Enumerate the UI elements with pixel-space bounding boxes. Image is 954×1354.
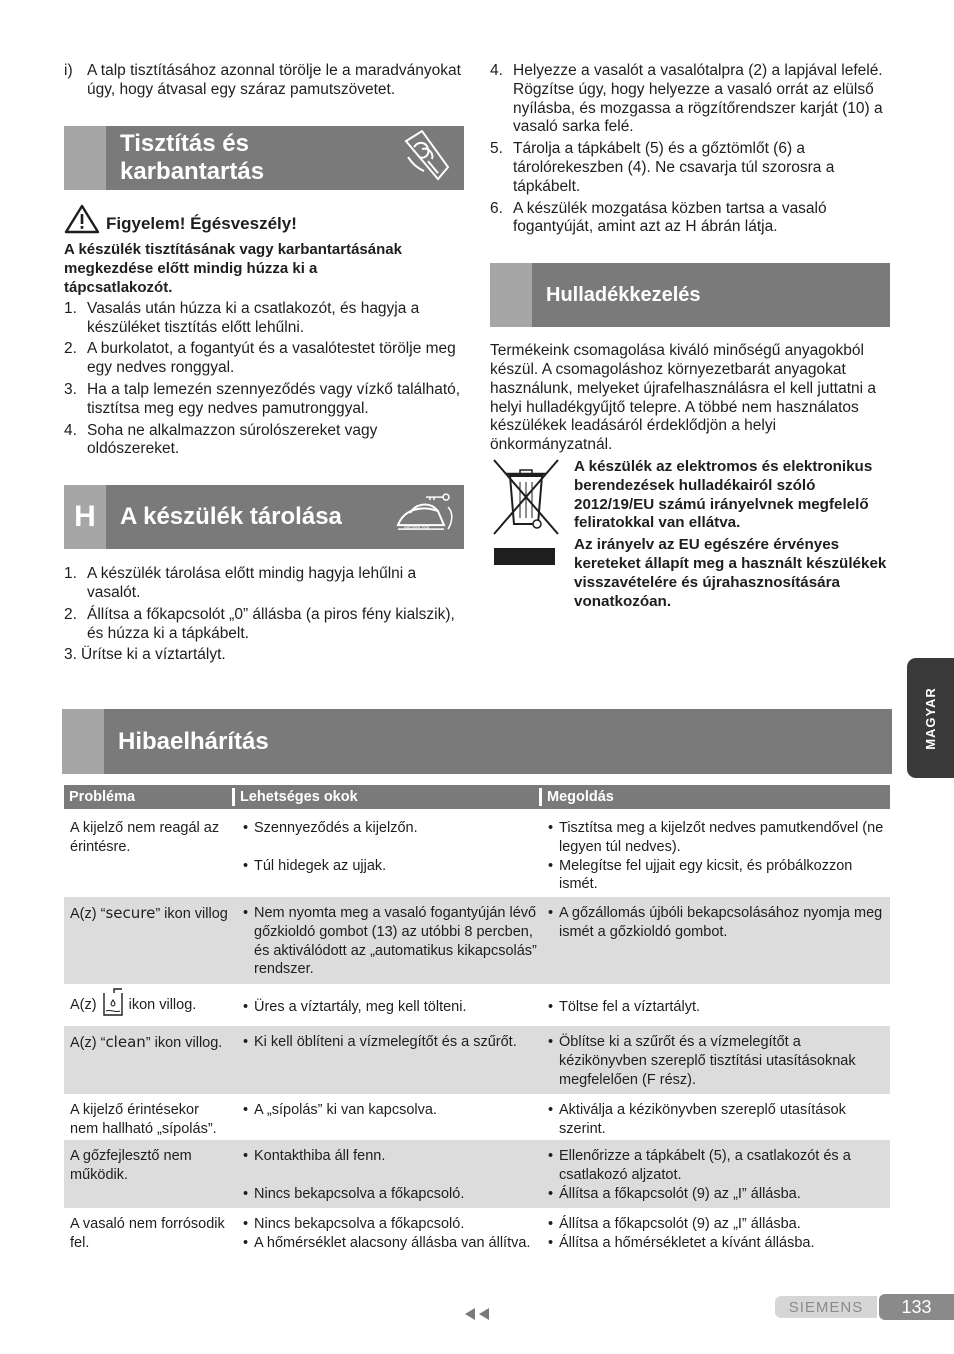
item-text: Tárolja a tápkábelt (5) és a gőztömlőt (6) a tárolórekeszben (4). Ne csavarja túl szorosra a tápkábelt. [513,140,835,195]
causes-cell: • Ki kell öblíteni a vízmelegítőt és a szűrőt. [235,1033,542,1088]
problem-text: A(z) “ [70,906,106,922]
item-number: 3. [64,380,77,398]
problem-cell [64,904,235,978]
solution-text: Melegítse fel ujjait egy kicsit, és próbálkozzon ismét. [559,857,853,893]
item-text: Állítsa a főkapcsolót „0” állásba (a piros fény kialszik), és húzza ki a tápkábelt. [87,605,455,642]
left-column [64,62,464,665]
table-header [64,785,890,809]
table-row [64,897,890,984]
item-text: Ha a talp lemezén szennyeződés vagy vízkő található, tisztítsa meg egy nedves pamutronggyal. [87,380,461,417]
problem-cell: A vasaló nem forrósodik fel. [70,1216,225,1251]
list-item [64,381,464,419]
solution-cell: • Állítsa a főkapcsolót (9) az „I” állásba. • Állítsa a hőmérsékletet a kívánt állásba. [542,1215,890,1252]
cause-text: Szennyeződés a kijelzőn. [254,820,418,836]
banner-tab [62,709,104,774]
weee-notice [490,458,890,611]
list-item [64,606,464,644]
list-item [64,565,464,603]
problem-cell: A kijelző nem reagál az érintésre. [70,820,220,855]
warning-triangle-icon [64,204,100,240]
banner-tab [490,263,532,327]
weee-paragraph: A készülék az elektromos és elektronikus berendezések hulladékairól szóló 2012/19/EU számú irányelvnek megfelelő feliratokkal van ellátva. [574,457,873,532]
item-number: 5. [490,140,503,158]
causes-cell: • Nincs bekapcsolva a főkapcsoló. • A hőmérséklet alacsony állásba van állítva. [235,1215,542,1252]
warning-line: megkezdése előtt mindig húzza ki a [64,260,318,278]
item-number: 2. [64,340,77,358]
problem-text: A(z) [70,996,97,1013]
table-row [64,1140,890,1208]
language-label: MAGYAR [923,686,938,750]
item-text: Vasalás után húzza ki a csatlakozót, és hagyja a készüléket tisztítás előtt lehűlni. [87,299,420,336]
causes-cell: • Szennyeződés a kijelzőn. • Túl hidegek az ujjak. [235,819,542,891]
item-text: A készülék mozgatása közben tartsa a vasaló fogantyúját, amint azt az H ábrán látja. [513,199,827,236]
title-line-1: Tisztítás és [120,129,249,157]
cause-text: Kontakthiba áll fenn. [254,1148,386,1164]
section-title: A készülék tárolása [120,502,342,530]
section-title: Hibaelhárítás [118,727,269,755]
cause-text: Túl hidegek az ujjak. [254,857,387,874]
cause-text: Nincs bekapcsolva a főkapcsoló. [254,1185,465,1202]
banner-tab [64,126,106,190]
cleaning-section-banner [64,126,464,190]
storage-steps-list [64,565,464,665]
problem-text: A(z) “ [70,1035,106,1051]
item-text: Ürítse ki a víztartályt. [81,646,226,664]
problem-cell: A kijelző érintésekor nem hallható „sípolás”. [70,1102,217,1137]
table-row [64,1026,890,1094]
disposal-section-banner [490,263,890,327]
item-text: A készülék tárolása előtt mindig hagyja lehűlni a vasalót. [87,565,417,601]
brand-label: SIEMENS [775,1296,877,1318]
solution-cell: • Ellenőrizze a tápkábelt (5), a csatlakozót és a csatlakozó aljzatot. • Állítsa a főkapcsolót (9) az „I” állásba. [542,1147,890,1202]
item-marker: i) [64,62,73,79]
solution-text: Töltse fel a víztartályt. [559,999,701,1015]
language-side-tab [907,658,954,778]
header-causes: Lehetséges okok [235,788,542,807]
item-text: A talp tisztításához azonnal törölje le a maradványokat úgy, hogy átvasal egy száraz pamutszövetet. [87,62,461,98]
icon-caption: secureLock [404,525,430,532]
cause-text: A „sípolás” ki van kapcsolva. [254,1102,437,1118]
item-text: A burkolatot, a fogantyút és a vasalótestet törölje meg egy nedves ronggyal. [87,340,456,377]
problem-cell [64,1033,235,1088]
item-text: Soha ne alkalmazzon súrolószereket vagy oldószereket. [87,421,378,458]
table-row [64,1208,890,1258]
problem-cell: A gőzfejlesztő nem működik. [70,1148,192,1183]
solution-text: Tisztítsa meg a kijelzőt nedves pamutkendővel (ne legyen túl nedves). [559,820,884,855]
iron-securelock-icon [394,489,456,545]
problem-text: ” ikon villog [155,906,228,922]
right-column [490,62,890,611]
troubleshooting-banner [62,709,892,774]
causes-cell: • A „sípolás” ki van kapcsolva. [235,1101,542,1134]
list-item [490,62,890,137]
solution-text: Öblítse ki a szűrőt és a vízmelegítőt a kézikönyvben szereplő tisztítási utasításoknak megfelelően (F rész). [559,1034,856,1088]
item-number: 6. [490,199,503,217]
weee-text [574,458,890,611]
cleaning-note-item [64,62,464,100]
causes-cell: • Kontakthiba áll fenn. • Nincs bekapcsolva a főkapcsoló. [235,1147,542,1202]
hand-wiping-icon [398,127,456,189]
troubleshooting-table [64,785,890,1258]
list-item [490,200,890,238]
item-number: 2. [64,605,77,623]
warning-line: tápcsatlakozót. [64,278,173,296]
causes-cell: • Üres a víztartály, meg kell tölteni. [235,990,542,1020]
section-letter: H [64,485,106,549]
solution-text: Állítsa a főkapcsolót (9) az „I” állásba. [559,1216,801,1232]
disposal-text: Termékeink csomagolása kiváló minőségű anyagokból készül. A csomagoláshoz környezetbarát anyagokat használunk, melyeket újrafelhasználásra el kell juttatni a helyi hulladékgyűjtő telepre. A többé nem használatos készülékek leadásáról érdeklődjön a helyi önkormányzatnál. [490,342,876,454]
table-row [64,1094,890,1140]
item-number: 1. [64,565,77,583]
item-number: 4. [490,62,503,79]
list-item [490,140,890,196]
solution-text: Állítsa a főkapcsolót (9) az „I” állásba. [559,1185,801,1202]
warning-text [64,241,464,297]
clean-display-word: clean [105,1033,146,1051]
solution-text: A gőzállomás újbóli bekapcsolásához nyomja meg ismét a gőzkioldó gombot. [559,905,883,940]
problem-text: ” ikon villog. [145,1035,223,1051]
warning-line: A készülék tisztításának vagy karbantartásának [64,241,402,259]
section-title: Hulladékkezelés [546,283,701,306]
warning-title: Figyelem! Égésveszély! [106,214,297,234]
secure-display-word: secure [105,904,156,922]
list-item [64,422,464,460]
solution-cell: • Aktiválja a kézikönyvben szereplő utasítások szerint. [542,1101,890,1134]
page-number: 133 [879,1294,954,1320]
storage-section-banner [64,485,464,549]
crossed-bin-icon [490,458,574,611]
table-row [64,809,890,897]
problem-cell [64,990,235,1020]
list-item [64,340,464,378]
header-problem: Probléma [64,788,235,807]
storage-steps-continued [490,62,890,237]
item-text: Helyezze a vasalót a vasalótalpra (2) a lapjával lefelé. Rögzítse úgy, hogy helyezze a vasaló orrát az elülső nyílásba, és mozgassa a rögzítőrendszer karját (10) a vasaló sarka felé. [513,62,883,136]
warning-heading [64,204,464,240]
water-tank-icon [102,987,124,1023]
solution-cell: • A gőzállomás újbóli bekapcsolásához nyomja meg ismét a gőzkioldó gombot. [542,904,890,978]
solution-cell: • Töltse fel a víztartályt. [542,990,890,1020]
solution-text: Aktiválja a kézikönyvben szereplő utasítások szerint. [559,1102,846,1137]
solution-text: Állítsa a hőmérsékletet a kívánt állásba. [559,1234,815,1251]
list-item [64,300,464,338]
title-line-2: karbantartás [120,157,265,185]
cause-text: Nincs bekapcsolva a főkapcsoló. [254,1216,465,1232]
solution-text: Ellenőrizze a tápkábelt (5), a csatlakozót és a csatlakozó aljzatot. [559,1148,851,1183]
cleaning-steps-list [64,300,464,459]
header-solution: Megoldás [547,788,614,805]
cause-text: Üres a víztartály, meg kell tölteni. [254,999,467,1015]
table-row [64,984,890,1026]
weee-paragraph: Az irányelv az EU egészére érvényes kereteket állapít meg a használt készülékek visszavételére és újrahasznosítására vonatkozóan. [574,536,887,610]
cause-text: Ki kell öblíteni a vízmelegítőt és a szűrőt. [254,1034,517,1050]
solution-cell: • Öblítse ki a szűrőt és a vízmelegítőt a kézikönyvben szereplő tisztítási utasításoknak megfelelően (F rész). [542,1033,890,1088]
solution-cell: • Tisztítsa meg a kijelzőt nedves pamutkendővel (ne legyen túl nedves). • Melegítse fel ujjait egy kicsit, és próbálkozzon ismét. [542,819,890,891]
item-number: 3. [64,646,77,664]
cause-text: A hőmérséklet alacsony állásba van állítva. [254,1234,531,1251]
double-left-arrow-icon[interactable] [463,1306,491,1327]
problem-text: ikon villog. [128,996,197,1013]
list-item [64,646,464,665]
cause-text: Nem nyomta meg a vasaló fogantyúján lévő gőzkioldó gombot (13) az utóbbi 8 percben, és aktiválódott az „automatikus kikapcsolás” rendszer. [254,905,537,978]
item-number: 4. [64,421,77,439]
item-number: 1. [64,299,77,317]
causes-cell: • Nem nyomta meg a vasaló fogantyúján lévő gőzkioldó gombot (13) az utóbbi 8 percben, és aktiválódott az „automatikus kikapcsolás” rendszer. [235,904,542,978]
